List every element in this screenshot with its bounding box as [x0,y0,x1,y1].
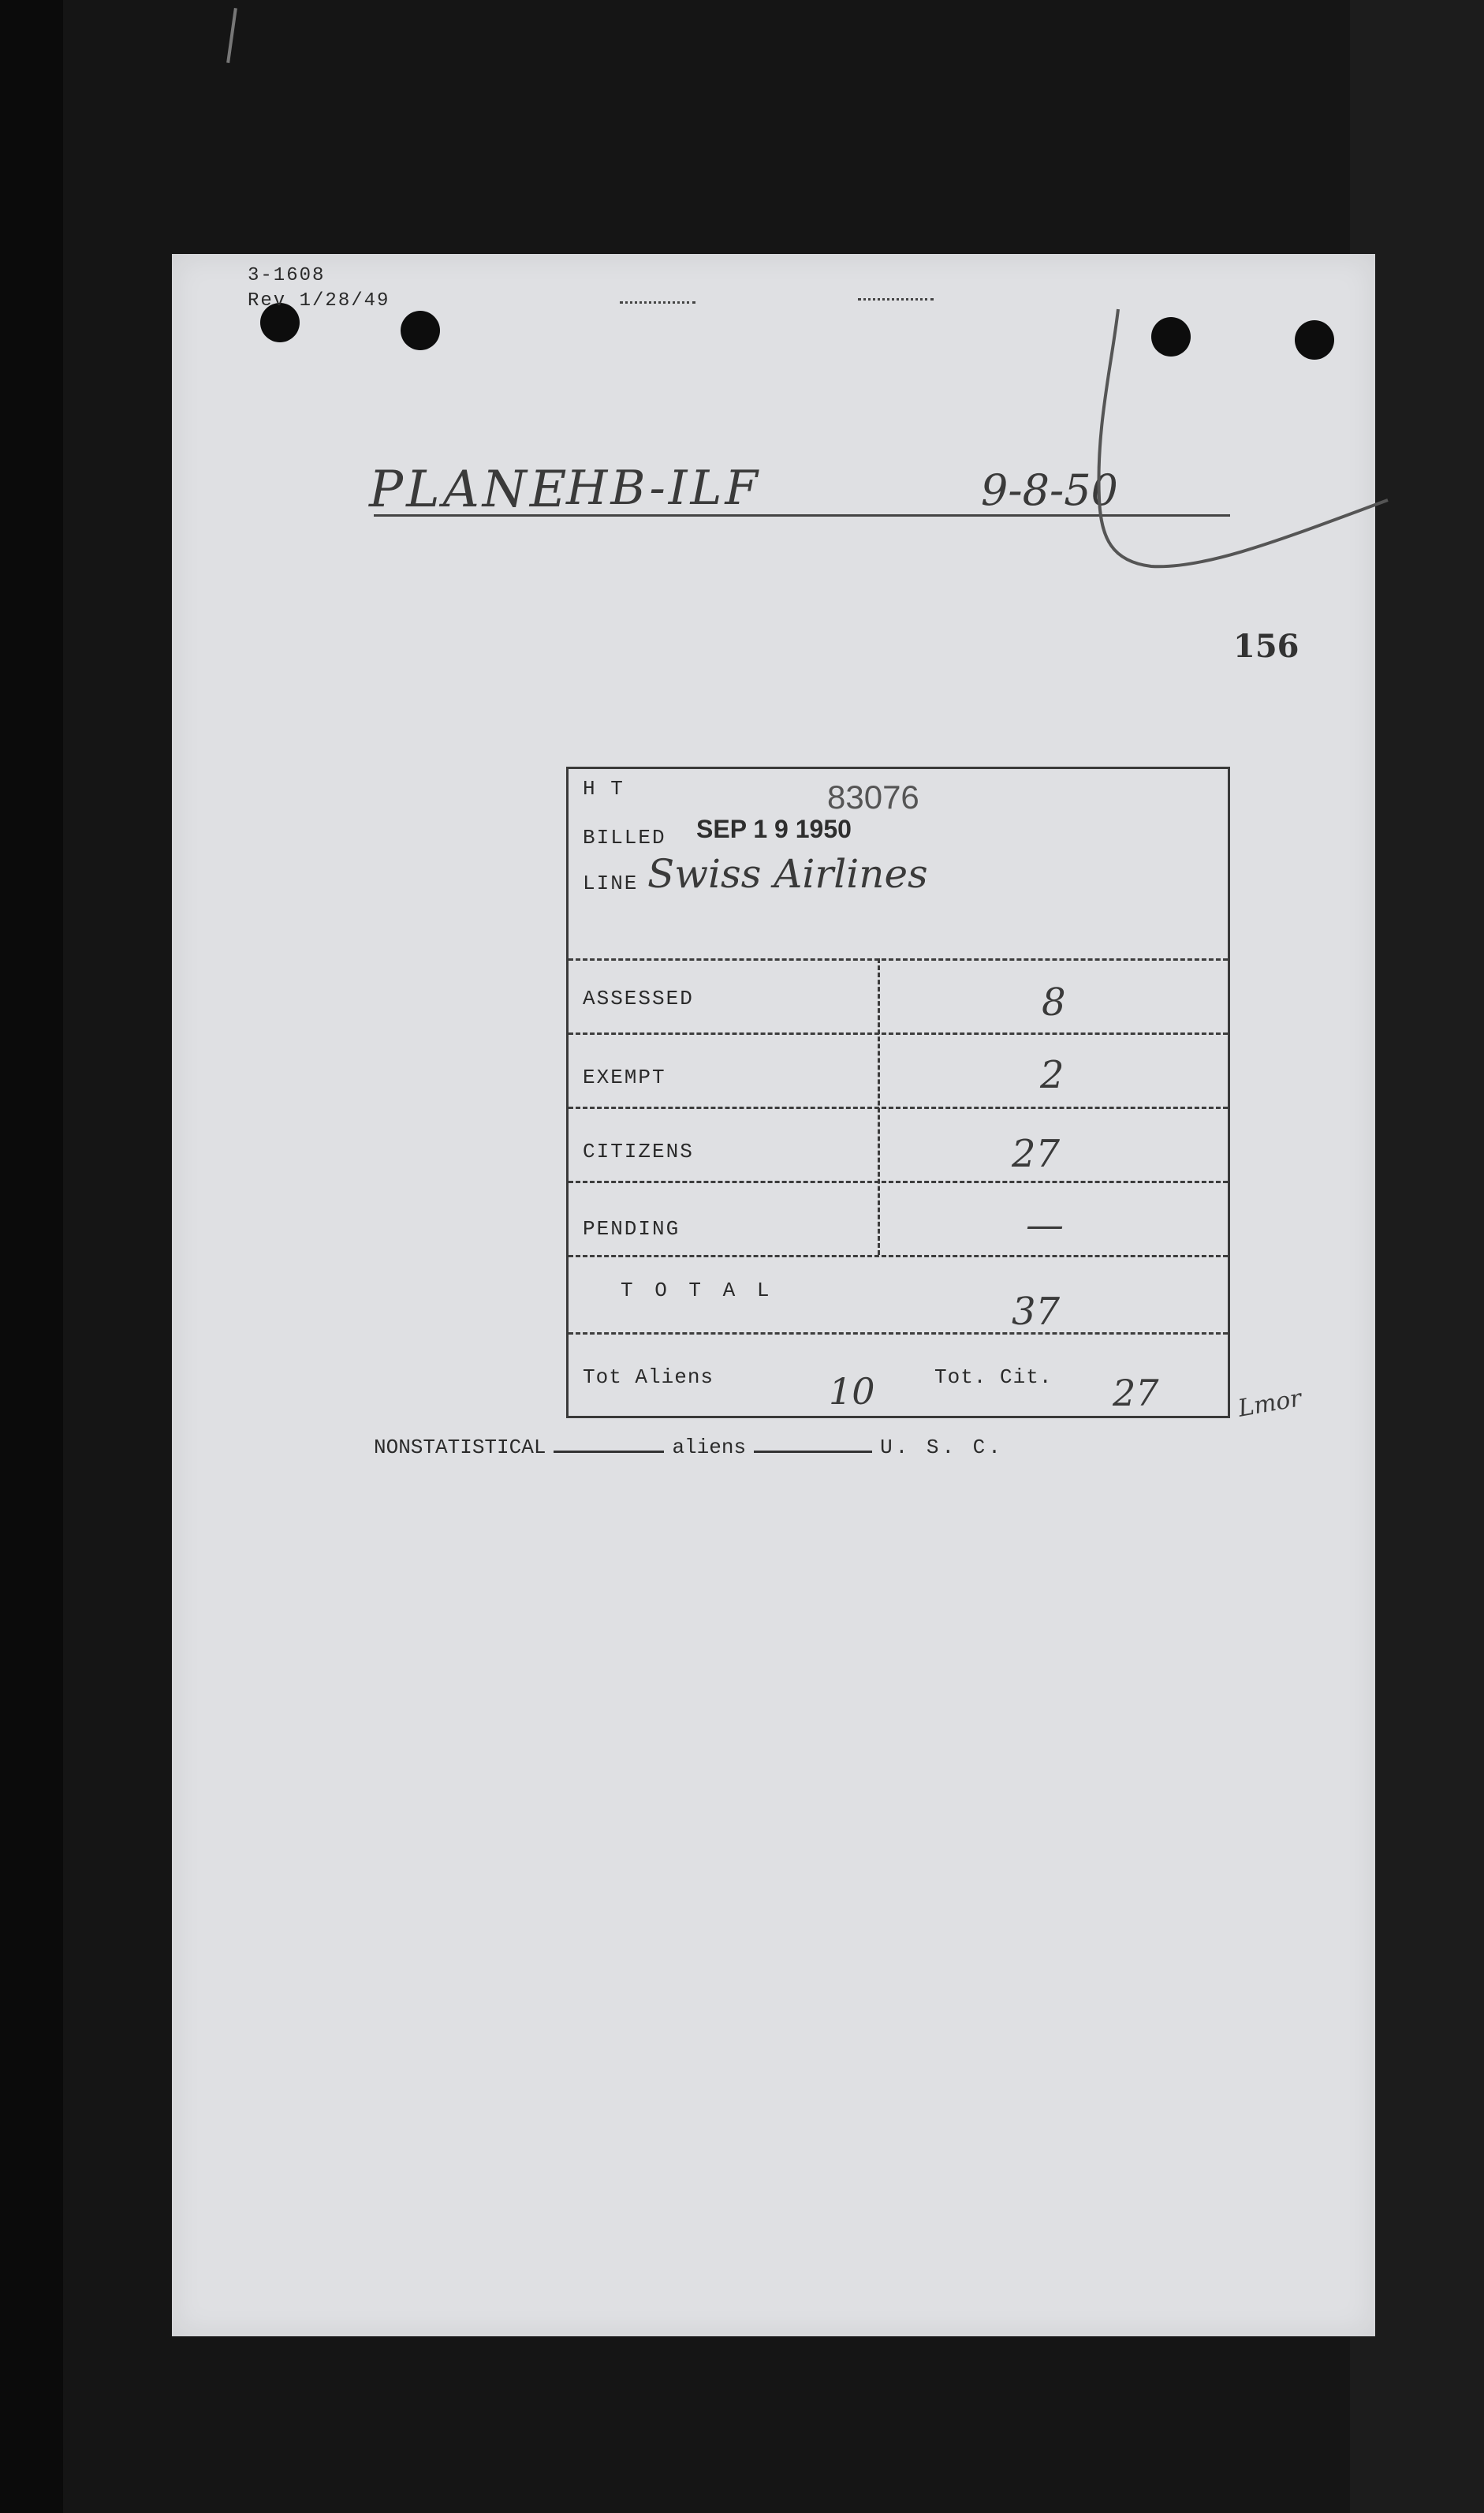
form-number: 3-1608 [248,265,326,286]
tot-cit-value: 27 [1113,1372,1159,1414]
row-divider [569,958,1228,961]
assessed-label: ASSESSED [583,987,694,1010]
ht-label: H T [583,777,625,801]
pending-value: — [1026,1203,1064,1247]
punch-hole [401,311,440,350]
total-value: 37 [1012,1290,1061,1334]
plane-label: PLANE [369,461,570,519]
pending-label: PENDING [583,1217,680,1241]
scan-border-left [0,0,63,2513]
citizens-value: 27 [1012,1132,1061,1176]
initials: Lmor [1236,1384,1304,1423]
form-revision: Rev 1/28/49 [248,290,390,312]
total-label: T O T A L [621,1279,774,1302]
row-divider [569,1181,1228,1183]
header-mark [858,298,934,301]
tot-aliens-value: 10 [829,1370,875,1413]
scan-artifact-mark [226,8,237,63]
document-page [172,254,1375,2336]
row-divider [569,1255,1228,1257]
aliens-label: aliens [672,1436,747,1459]
exempt-label: EXEMPT [583,1066,666,1089]
aliens-blank [754,1436,872,1453]
tot-aliens-label: Tot Aliens [583,1365,714,1389]
nonstatistical-blank [554,1436,664,1453]
nonstatistical-label: NONSTATISTICAL [374,1436,546,1459]
assessed-value: 8 [1042,980,1066,1025]
row-divider [569,1107,1228,1109]
citizens-label: CITIZENS [583,1140,694,1163]
line-label: LINE [583,872,639,895]
exempt-value: 2 [1040,1053,1065,1097]
billed-date-stamp: SEP 1 9 1950 [696,815,852,843]
flight-date: 9-8-50 [981,465,1118,515]
row-divider [569,1332,1228,1335]
nonstatistical-line [374,1436,1004,1459]
usc-label: U. S. C. [880,1436,1004,1459]
line-value: Swiss Airlines [647,851,928,897]
billed-label: BILLED [583,826,666,849]
form-table [566,767,1230,1418]
row-divider [569,1032,1228,1035]
hand-drawn-bracket [1080,301,1411,633]
header-mark [620,301,695,304]
ht-number: 83076 [827,779,919,816]
page-number: 156 [1233,628,1299,665]
plane-id: HB-ILF [566,461,761,516]
tot-cit-label: Tot. Cit. [934,1365,1053,1389]
